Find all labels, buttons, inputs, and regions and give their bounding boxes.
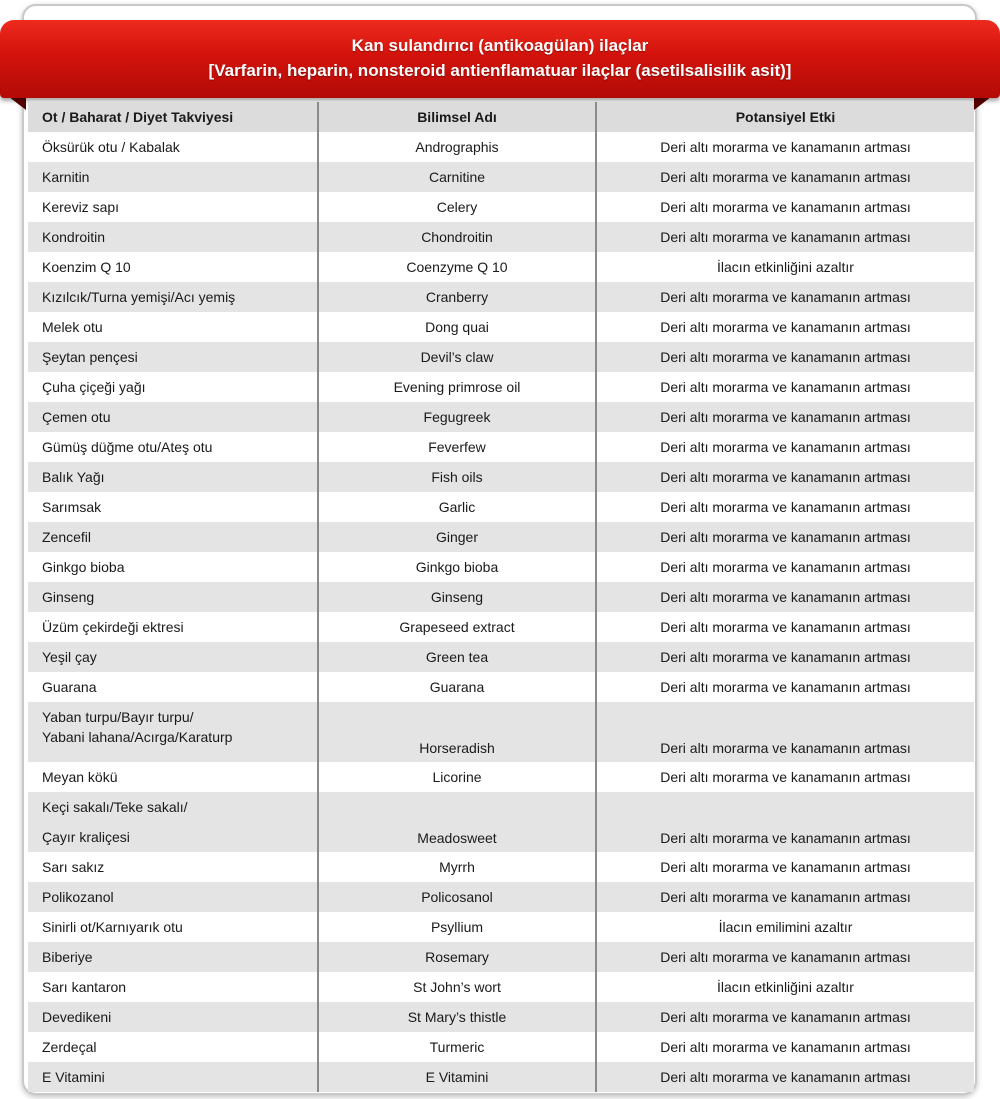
- table-row: [28, 132, 974, 162]
- cell-scientific-name: E Vitamini: [318, 1062, 596, 1092]
- cell-effect: Deri altı morarma ve kanamanın artması: [596, 612, 974, 642]
- cell-effect: Deri altı morarma ve kanamanın artması: [596, 1002, 974, 1032]
- cell-scientific-name: Green tea: [318, 642, 596, 672]
- table-row: [28, 1002, 974, 1032]
- cell-scientific-name: Ginkgo bioba: [318, 552, 596, 582]
- cell-effect: Deri altı morarma ve kanamanın artması: [596, 552, 974, 582]
- table-header-row: [28, 102, 974, 132]
- cell-scientific-name: Devil’s claw: [318, 342, 596, 372]
- cell-herb: Zencefil: [28, 522, 318, 552]
- page-title: Kan sulandırıcı (antikoagülan) ilaçlar: [351, 36, 649, 55]
- table-row: [28, 792, 974, 852]
- cell-effect: Deri altı morarma ve kanamanın artması: [596, 162, 974, 192]
- table-row: [28, 972, 974, 1002]
- cell-herb: Üzüm çekirdeği ektresi: [28, 612, 318, 642]
- cell-herb-line: Keçi sakalı/Teke sakalı/: [42, 799, 188, 815]
- cell-scientific-name: Rosemary: [318, 942, 596, 972]
- cell-herb: Çemen otu: [28, 402, 318, 432]
- cell-scientific-name: Meadosweet: [318, 792, 596, 852]
- table-row: [28, 462, 974, 492]
- cell-herb-line: Yabani lahana/Acırga/Karaturp: [42, 729, 233, 745]
- cell-herb: Sarı sakız: [28, 852, 318, 882]
- cell-herb: Gümüş düğme otu/Ateş otu: [28, 432, 318, 462]
- table-row: [28, 552, 974, 582]
- cell-effect: Deri altı morarma ve kanamanın artması: [596, 852, 974, 882]
- table-row: [28, 372, 974, 402]
- table-row: [28, 702, 974, 762]
- cell-scientific-name: Psyllium: [318, 912, 596, 942]
- cell-herb: E Vitamini: [28, 1062, 318, 1092]
- cell-effect: Deri altı morarma ve kanamanın artması: [596, 342, 974, 372]
- cell-herb: Biberiye: [28, 942, 318, 972]
- cell-scientific-name: Horseradish: [318, 702, 596, 762]
- cell-scientific-name: Guarana: [318, 672, 596, 702]
- cell-effect: İlacın emilimini azaltır: [596, 912, 974, 942]
- cell-effect: Deri altı morarma ve kanamanın artması: [596, 882, 974, 912]
- table-row: [28, 582, 974, 612]
- table-row: [28, 762, 974, 792]
- cell-effect: Deri altı morarma ve kanamanın artması: [596, 642, 974, 672]
- cell-effect: Deri altı morarma ve kanamanın artması: [596, 702, 974, 762]
- cell-effect: Deri altı morarma ve kanamanın artması: [596, 192, 974, 222]
- cell-scientific-name: Myrrh: [318, 852, 596, 882]
- cell-effect: Deri altı morarma ve kanamanın artması: [596, 432, 974, 462]
- cell-herb: Balık Yağı: [28, 462, 318, 492]
- cell-scientific-name: Dong quai: [318, 312, 596, 342]
- cell-herb: Ginkgo bioba: [28, 552, 318, 582]
- table-row: [28, 912, 974, 942]
- cell-herb-line: Çayır kraliçesi: [42, 829, 130, 845]
- cell-scientific-name: Chondroitin: [318, 222, 596, 252]
- table-row: [28, 852, 974, 882]
- cell-herb: Ginseng: [28, 582, 318, 612]
- cell-effect: Deri altı morarma ve kanamanın artması: [596, 762, 974, 792]
- cell-herb: Kızılcık/Turna yemişi/Acı yemiş: [28, 282, 318, 312]
- title-banner: [0, 20, 1000, 110]
- table-row: [28, 252, 974, 282]
- banner-ribbon: [0, 20, 1000, 98]
- cell-herb: Meyan kökü: [28, 762, 318, 792]
- cell-effect: Deri altı morarma ve kanamanın artması: [596, 282, 974, 312]
- cell-herb: Zerdeçal: [28, 1032, 318, 1062]
- table-row: [28, 942, 974, 972]
- cell-scientific-name: Ginseng: [318, 582, 596, 612]
- interaction-table: [28, 102, 974, 1092]
- table-row: [28, 402, 974, 432]
- cell-effect: Deri altı morarma ve kanamanın artması: [596, 672, 974, 702]
- column-header-scientific-name: Bilimsel Adı: [318, 102, 596, 132]
- cell-effect: Deri altı morarma ve kanamanın artması: [596, 522, 974, 552]
- cell-effect: Deri altı morarma ve kanamanın artması: [596, 372, 974, 402]
- cell-effect: Deri altı morarma ve kanamanın artması: [596, 132, 974, 162]
- cell-effect: İlacın etkinliğini azaltır: [596, 252, 974, 282]
- cell-effect: Deri altı morarma ve kanamanın artması: [596, 792, 974, 852]
- table-row: [28, 1062, 974, 1092]
- cell-herb: Kondroitin: [28, 222, 318, 252]
- page-subtitle: [Varfarin, heparin, nonsteroid antienflamatuar ilaçlar (asetilsalisilik asit)]: [208, 61, 792, 80]
- cell-herb: Guarana: [28, 672, 318, 702]
- cell-effect: Deri altı morarma ve kanamanın artması: [596, 1062, 974, 1092]
- column-header-effect: Potansiyel Etki: [596, 102, 974, 132]
- cell-scientific-name: St Mary’s thistle: [318, 1002, 596, 1032]
- table-row: [28, 222, 974, 252]
- cell-effect: Deri altı morarma ve kanamanın artması: [596, 462, 974, 492]
- cell-scientific-name: Carnitine: [318, 162, 596, 192]
- cell-herb: Yeşil çay: [28, 642, 318, 672]
- table-row: [28, 522, 974, 552]
- cell-herb-line: Yaban turpu/Bayır turpu/: [42, 709, 194, 725]
- cell-herb: Kereviz sapı: [28, 192, 318, 222]
- cell-effect: Deri altı morarma ve kanamanın artması: [596, 582, 974, 612]
- cell-herb: Sinirli ot/Karnıyarık otu: [28, 912, 318, 942]
- cell-herb: Sarımsak: [28, 492, 318, 522]
- cell-scientific-name: Ginger: [318, 522, 596, 552]
- cell-herb: Polikozanol: [28, 882, 318, 912]
- cell-effect: Deri altı morarma ve kanamanın artması: [596, 402, 974, 432]
- table-row: [28, 192, 974, 222]
- cell-scientific-name: Licorine: [318, 762, 596, 792]
- table-row: [28, 672, 974, 702]
- cell-herb: Çuha çiçeği yağı: [28, 372, 318, 402]
- cell-scientific-name: Grapeseed extract: [318, 612, 596, 642]
- cell-effect: Deri altı morarma ve kanamanın artması: [596, 492, 974, 522]
- cell-scientific-name: Coenzyme Q 10: [318, 252, 596, 282]
- cell-effect: Deri altı morarma ve kanamanın artması: [596, 222, 974, 252]
- cell-scientific-name: Celery: [318, 192, 596, 222]
- table-row: [28, 312, 974, 342]
- cell-scientific-name: Policosanol: [318, 882, 596, 912]
- table-row: [28, 432, 974, 462]
- cell-scientific-name: Garlic: [318, 492, 596, 522]
- table-row: [28, 162, 974, 192]
- table-row: [28, 282, 974, 312]
- cell-herb: Koenzim Q 10: [28, 252, 318, 282]
- cell-scientific-name: Turmeric: [318, 1032, 596, 1062]
- table-row: [28, 1032, 974, 1062]
- cell-scientific-name: Cranberry: [318, 282, 596, 312]
- table-body: [28, 132, 974, 1092]
- cell-herb: Öksürük otu / Kabalak: [28, 132, 318, 162]
- cell-scientific-name: Fegugreek: [318, 402, 596, 432]
- cell-herb: [28, 702, 318, 762]
- cell-effect: Deri altı morarma ve kanamanın artması: [596, 942, 974, 972]
- table-row: [28, 492, 974, 522]
- cell-herb: Sarı kantaron: [28, 972, 318, 1002]
- cell-herb: Karnitin: [28, 162, 318, 192]
- table-row: [28, 882, 974, 912]
- cell-herb: Melek otu: [28, 312, 318, 342]
- table-row: [28, 642, 974, 672]
- cell-scientific-name: Andrographis: [318, 132, 596, 162]
- cell-scientific-name: Feverfew: [318, 432, 596, 462]
- cell-scientific-name: Evening primrose oil: [318, 372, 596, 402]
- cell-scientific-name: Fish oils: [318, 462, 596, 492]
- cell-effect: İlacın etkinliğini azaltır: [596, 972, 974, 1002]
- cell-scientific-name: St John’s wort: [318, 972, 596, 1002]
- column-header-herb: Ot / Baharat / Diyet Takviyesi: [28, 102, 318, 132]
- cell-herb: [28, 792, 318, 852]
- table-row: [28, 612, 974, 642]
- cell-herb: Devedikeni: [28, 1002, 318, 1032]
- cell-herb: Şeytan pençesi: [28, 342, 318, 372]
- cell-effect: Deri altı morarma ve kanamanın artması: [596, 1032, 974, 1062]
- table-row: [28, 342, 974, 372]
- cell-effect: Deri altı morarma ve kanamanın artması: [596, 312, 974, 342]
